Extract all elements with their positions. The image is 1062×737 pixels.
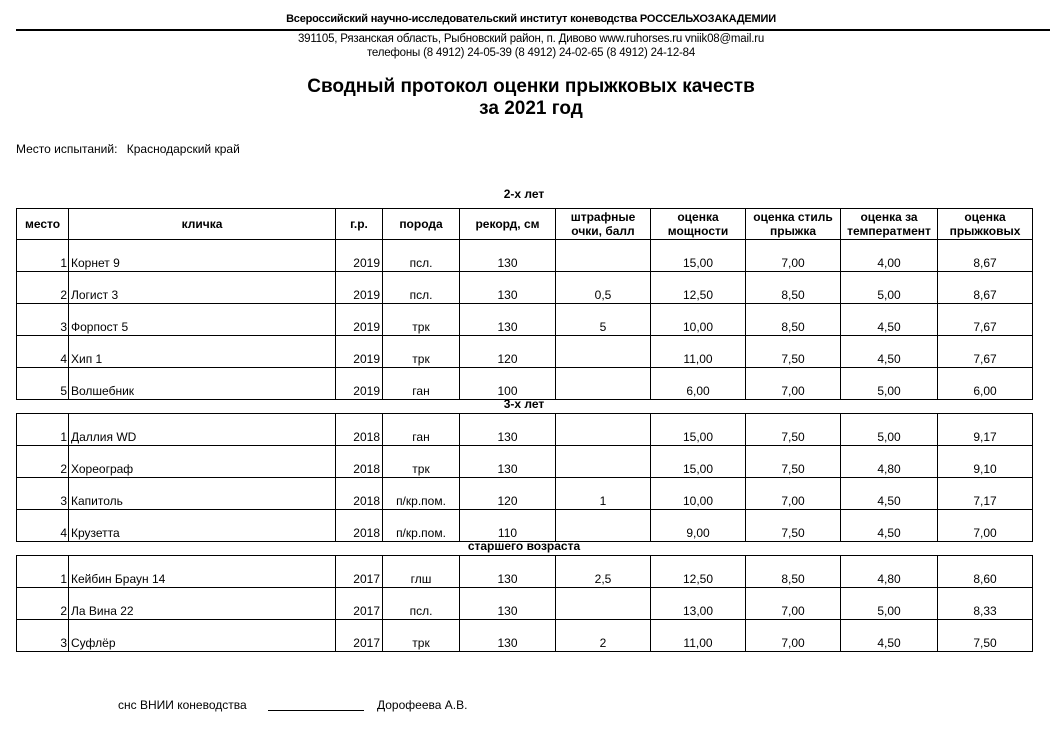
cell-power: 15,00 bbox=[651, 414, 746, 446]
cell-penalty bbox=[556, 510, 651, 542]
cell-record: 130 bbox=[460, 620, 556, 652]
cell-penalty bbox=[556, 368, 651, 400]
cell-place: 5 bbox=[17, 368, 69, 400]
cell-year: 2017 bbox=[336, 588, 383, 620]
column-header: оценка мощности bbox=[651, 209, 746, 240]
cell-name: Кейбин Браун 14 bbox=[69, 556, 336, 588]
cell-breed: трк bbox=[383, 446, 460, 478]
cell-record: 130 bbox=[460, 588, 556, 620]
cell-temper: 4,50 bbox=[841, 510, 938, 542]
column-header: г.р. bbox=[336, 209, 383, 240]
cell-jump: 9,17 bbox=[938, 414, 1033, 446]
cell-year: 2019 bbox=[336, 240, 383, 272]
cell-temper: 4,50 bbox=[841, 620, 938, 652]
cell-style: 7,00 bbox=[746, 240, 841, 272]
cell-penalty: 0,5 bbox=[556, 272, 651, 304]
cell-power: 6,00 bbox=[651, 368, 746, 400]
cell-name: Логист 3 bbox=[69, 272, 336, 304]
column-header: оценка прыжковых bbox=[938, 209, 1033, 240]
cell-name: Капитоль bbox=[69, 478, 336, 510]
table-row bbox=[17, 510, 1033, 542]
cell-jump: 8,33 bbox=[938, 588, 1033, 620]
cell-penalty: 1 bbox=[556, 478, 651, 510]
cell-name: Даллия WD bbox=[69, 414, 336, 446]
cell-year: 2019 bbox=[336, 304, 383, 336]
cell-breed: ган bbox=[383, 368, 460, 400]
cell-record: 130 bbox=[460, 272, 556, 304]
cell-year: 2018 bbox=[336, 510, 383, 542]
cell-year: 2019 bbox=[336, 272, 383, 304]
cell-style: 7,00 bbox=[746, 478, 841, 510]
cell-place: 3 bbox=[17, 304, 69, 336]
cell-name: Хип 1 bbox=[69, 336, 336, 368]
signature-line bbox=[268, 710, 364, 711]
cell-style: 8,50 bbox=[746, 304, 841, 336]
cell-name: Крузетта bbox=[69, 510, 336, 542]
cell-place: 1 bbox=[17, 240, 69, 272]
cell-breed: п/кр.пом. bbox=[383, 510, 460, 542]
cell-power: 11,00 bbox=[651, 620, 746, 652]
cell-temper: 4,50 bbox=[841, 304, 938, 336]
column-header: оценка стиль прыжка bbox=[746, 209, 841, 240]
cell-temper: 5,00 bbox=[841, 368, 938, 400]
organization-name: Всероссийский научно-исследовательский институт коневодства РОССЕЛЬХОЗАКАДЕМИИ bbox=[286, 13, 776, 25]
cell-jump: 8,67 bbox=[938, 272, 1033, 304]
cell-record: 100 bbox=[460, 368, 556, 400]
signature-position: снс ВНИИ коневодства bbox=[118, 698, 247, 712]
cell-style: 7,00 bbox=[746, 620, 841, 652]
cell-year: 2017 bbox=[336, 620, 383, 652]
test-location-label: Место испытаний: bbox=[16, 142, 118, 156]
column-header: кличка bbox=[69, 209, 336, 240]
table-row bbox=[17, 478, 1033, 510]
cell-power: 12,50 bbox=[651, 556, 746, 588]
cell-place: 1 bbox=[17, 556, 69, 588]
cell-record: 130 bbox=[460, 556, 556, 588]
age-group-label: 2-х лет bbox=[503, 187, 545, 201]
cell-year: 2017 bbox=[336, 556, 383, 588]
cell-place: 1 bbox=[17, 414, 69, 446]
cell-temper: 4,80 bbox=[841, 556, 938, 588]
cell-place: 2 bbox=[17, 446, 69, 478]
cell-penalty bbox=[556, 240, 651, 272]
cell-record: 130 bbox=[460, 446, 556, 478]
cell-jump: 7,67 bbox=[938, 336, 1033, 368]
cell-style: 7,50 bbox=[746, 414, 841, 446]
cell-year: 2018 bbox=[336, 414, 383, 446]
cell-breed: ган bbox=[383, 414, 460, 446]
cell-name: Хореограф bbox=[69, 446, 336, 478]
cell-temper: 5,00 bbox=[841, 414, 938, 446]
cell-jump: 7,50 bbox=[938, 620, 1033, 652]
cell-breed: трк bbox=[383, 336, 460, 368]
age-group-label: 3-х лет bbox=[503, 397, 545, 411]
cell-name: Суфлёр bbox=[69, 620, 336, 652]
cell-temper: 5,00 bbox=[841, 272, 938, 304]
cell-name: Корнет 9 bbox=[69, 240, 336, 272]
cell-temper: 4,50 bbox=[841, 336, 938, 368]
cell-style: 7,00 bbox=[746, 588, 841, 620]
cell-power: 13,00 bbox=[651, 588, 746, 620]
table-header-row bbox=[17, 209, 1033, 240]
column-header: штрафные очки, балл bbox=[556, 209, 651, 240]
cell-record: 130 bbox=[460, 304, 556, 336]
test-location bbox=[16, 142, 246, 156]
cell-style: 7,50 bbox=[746, 446, 841, 478]
organization-phones: телефоны (8 4912) 24-05-39 (8 4912) 24-02-65 (8 4912) 24-12-84 bbox=[366, 47, 696, 59]
cell-breed: псл. bbox=[383, 588, 460, 620]
cell-temper: 4,80 bbox=[841, 446, 938, 478]
cell-style: 7,00 bbox=[746, 368, 841, 400]
cell-jump: 8,60 bbox=[938, 556, 1033, 588]
cell-power: 15,00 bbox=[651, 240, 746, 272]
cell-jump: 7,00 bbox=[938, 510, 1033, 542]
cell-breed: глш bbox=[383, 556, 460, 588]
cell-place: 4 bbox=[17, 336, 69, 368]
cell-temper: 4,00 bbox=[841, 240, 938, 272]
cell-place: 3 bbox=[17, 478, 69, 510]
age-group-label: старшего возраста bbox=[467, 539, 581, 553]
cell-jump: 8,67 bbox=[938, 240, 1033, 272]
cell-power: 12,50 bbox=[651, 272, 746, 304]
results-table bbox=[16, 555, 1033, 652]
table-row bbox=[17, 336, 1033, 368]
cell-breed: п/кр.пом. bbox=[383, 478, 460, 510]
cell-penalty bbox=[556, 336, 651, 368]
table-row bbox=[17, 620, 1033, 652]
cell-penalty: 2 bbox=[556, 620, 651, 652]
cell-penalty: 5 bbox=[556, 304, 651, 336]
table-row bbox=[17, 368, 1033, 400]
cell-power: 9,00 bbox=[651, 510, 746, 542]
table-row bbox=[17, 304, 1033, 336]
cell-power: 10,00 bbox=[651, 304, 746, 336]
cell-breed: псл. bbox=[383, 272, 460, 304]
cell-year: 2019 bbox=[336, 336, 383, 368]
cell-place: 4 bbox=[17, 510, 69, 542]
column-header: рекорд, см bbox=[460, 209, 556, 240]
signature-name: Дорофеева А.В. bbox=[377, 698, 468, 712]
cell-breed: псл. bbox=[383, 240, 460, 272]
cell-style: 7,50 bbox=[746, 336, 841, 368]
cell-record: 110 bbox=[460, 510, 556, 542]
organization-address: 391105, Рязанская область, Рыбновский район, п. Дивово www.ruhorses.ru vniik08@mail.ru bbox=[297, 33, 765, 45]
cell-place: 3 bbox=[17, 620, 69, 652]
results-table bbox=[16, 413, 1033, 542]
header-divider bbox=[16, 29, 1050, 31]
cell-record: 120 bbox=[460, 336, 556, 368]
cell-place: 2 bbox=[17, 588, 69, 620]
cell-record: 120 bbox=[460, 478, 556, 510]
cell-name: Форпост 5 bbox=[69, 304, 336, 336]
cell-style: 8,50 bbox=[746, 272, 841, 304]
cell-power: 11,00 bbox=[651, 336, 746, 368]
cell-power: 15,00 bbox=[651, 446, 746, 478]
cell-penalty bbox=[556, 414, 651, 446]
cell-jump: 7,17 bbox=[938, 478, 1033, 510]
cell-record: 130 bbox=[460, 414, 556, 446]
cell-style: 7,50 bbox=[746, 510, 841, 542]
cell-name: Волшебник bbox=[69, 368, 336, 400]
cell-penalty: 2,5 bbox=[556, 556, 651, 588]
cell-name: Ла Вина 22 bbox=[69, 588, 336, 620]
document-title: Сводный протокол оценки прыжковых качеств bbox=[307, 76, 755, 97]
cell-breed: трк bbox=[383, 620, 460, 652]
cell-style: 8,50 bbox=[746, 556, 841, 588]
cell-jump: 9,10 bbox=[938, 446, 1033, 478]
column-header: оценка за температмент bbox=[841, 209, 938, 240]
results-table bbox=[16, 208, 1033, 400]
table-row bbox=[17, 414, 1033, 446]
cell-penalty bbox=[556, 588, 651, 620]
cell-year: 2018 bbox=[336, 446, 383, 478]
cell-jump: 6,00 bbox=[938, 368, 1033, 400]
cell-breed: трк bbox=[383, 304, 460, 336]
table-row bbox=[17, 446, 1033, 478]
table-row bbox=[17, 272, 1033, 304]
table-row bbox=[17, 240, 1033, 272]
cell-power: 10,00 bbox=[651, 478, 746, 510]
cell-year: 2018 bbox=[336, 478, 383, 510]
column-header: место bbox=[17, 209, 69, 240]
test-location-value: Краснодарский край bbox=[126, 142, 240, 156]
cell-place: 2 bbox=[17, 272, 69, 304]
table-row bbox=[17, 588, 1033, 620]
column-header: порода bbox=[383, 209, 460, 240]
table-row bbox=[17, 556, 1033, 588]
cell-penalty bbox=[556, 446, 651, 478]
cell-year: 2019 bbox=[336, 368, 383, 400]
cell-record: 130 bbox=[460, 240, 556, 272]
document-subtitle: за 2021 год bbox=[479, 98, 583, 119]
cell-temper: 5,00 bbox=[841, 588, 938, 620]
cell-jump: 7,67 bbox=[938, 304, 1033, 336]
cell-temper: 4,50 bbox=[841, 478, 938, 510]
